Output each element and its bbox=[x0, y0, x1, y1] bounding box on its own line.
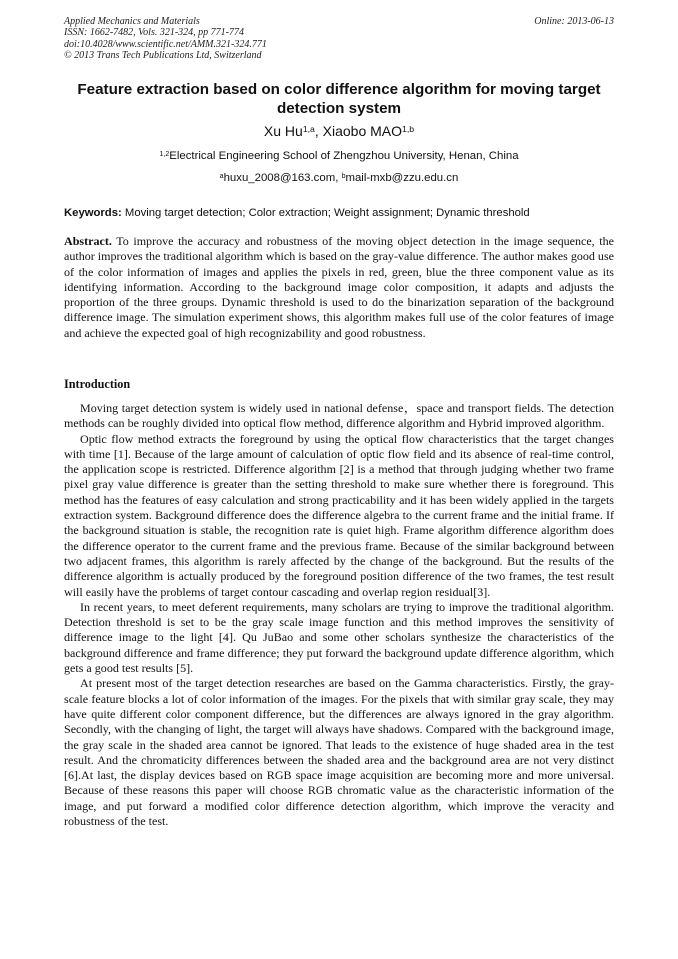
abstract-text: To improve the accuracy and robustness of the moving object detection in the image sequence, the author improves the traditional algorithm which is based on the gray-value difference. The author makes good use of the color information of images and applies the pixels in red, green, blue the three component value as its identifying information. According to the background image color composition, it adapts and adjusts the proportion of the three groups. Dynamic threshold is used to do the binarization separation of the background difference image. The simulation experiment shows, this algorithm makes full use of the color features of image and achieve the expected goal of high recognizability and good robustness. bbox=[64, 234, 614, 340]
email-a: huxu_2008@163.com bbox=[223, 172, 336, 184]
intro-paragraph-4: At present most of the target detection researches are based on the Gamma characteristics. Firstly, the gray-scale feature blocks a lot of color information of the images. For the pixels that with similar gray scale, they may have quite different color component difference, but the differences are always ignored in the gray algorithm. Secondly, with the changing of light, the target will always have shadows. Compared with the background image, the gray scale in the shaded area cannot be ignored. That leads to the existence of huge shaded area in the test result. And the chromaticity differences between the shaded area and the background area are not very distinct [6].At last, the display devices based on RGB space image acquisition are becoming more and more universal. Because of these reasons this paper will choose RGB chromatic value as the characteristic information of the image, and put forward a modified color difference detection algorithm, which improve the veracity and robustness of the test. bbox=[64, 676, 614, 829]
intro-paragraph-2: Optic flow method extracts the foreground by using the optical flow characteristics that the target changes with time [1]. Because of the large amount of calculation of optic flow field and its absence of real-time control, the application scope is restricted. Difference algorithm [2] is a method that through judging whether two frame pixel gray value difference is greater than the setting threshold to make sure whether there is foreground. This method has the features of easy calculation and strong practicability and it has been widely applied in the targets extraction system. Background difference does the difference algebra to the current frame and the initial frame. If the background situation is stable, the recognition rate is quiet high. Frame algorithm difference algorithm does the difference operator to the current frame and the previous frame. Because of the similar background between two adjacent frames, this algorithm is rarely affected by the change of the background. But the results of the difference algorithm is actually produced by the foreground position difference of the two frames, the test result will easily have the problems of target contour cascading and overlap region residual[3]. bbox=[64, 431, 614, 599]
copyright-line: © 2013 Trans Tech Publications Ltd, Switzerland bbox=[64, 49, 262, 61]
journal-name: Applied Mechanics and Materials bbox=[64, 16, 200, 27]
intro-paragraph-1: Moving target detection system is widely used in national defense，space and transport fields. The detection methods can be roughly divided into optical flow method, difference algorithm and Hybrid improved algorithm. bbox=[64, 401, 614, 431]
online-date: Online: 2013-06-13 bbox=[534, 16, 614, 27]
email-line bbox=[64, 171, 614, 185]
author-line bbox=[64, 123, 614, 140]
author-1-superscript: 1,a bbox=[302, 124, 315, 135]
email-b-superscript: b bbox=[341, 172, 346, 180]
abstract-label: Abstract. bbox=[64, 234, 112, 248]
email-separator: , bbox=[335, 172, 342, 184]
author-2-name: Xiaobo MAO bbox=[322, 123, 403, 139]
author-separator: , bbox=[314, 123, 323, 139]
introduction-body bbox=[64, 401, 614, 829]
keywords-text: Moving target detection; Color extraction; Weight assignment; Dynamic threshold bbox=[124, 207, 530, 219]
abstract-paragraph bbox=[64, 234, 614, 341]
doi-line: doi:10.4028/www.scientific.net/AMM.321-324.771 bbox=[64, 38, 267, 50]
affiliation-line bbox=[64, 149, 614, 163]
email-b: mail-mxb@zzu.edu.cn bbox=[345, 172, 459, 184]
intro-paragraph-3: In recent years, to meet deferent requirements, many scholars are trying to improve the traditional algorithm. Detection threshold is set to be the gray scale image function and this method improves the sensitivity of difference image to the light [4]. Qu JuBao and some other scholars synthesize the characteristics of the background difference and frame difference; they put forward the background update difference algorithm, which gets a good test results [5]. bbox=[64, 599, 614, 676]
affiliation-text: Electrical Engineering School of Zhengzhou University, Henan, China bbox=[169, 150, 519, 162]
email-a-superscript: a bbox=[219, 172, 224, 180]
issn-line: ISSN: 1662-7482, Vols. 321-324, pp 771-774 bbox=[64, 27, 244, 39]
author-1-name: Xu Hu bbox=[263, 123, 303, 139]
affiliation-superscript: 1,2 bbox=[159, 150, 170, 158]
journal-header bbox=[64, 16, 614, 61]
keywords-label: Keywords: bbox=[64, 207, 122, 219]
introduction-heading: Introduction bbox=[64, 377, 131, 391]
keywords-line bbox=[64, 206, 614, 220]
author-2-superscript: 1,b bbox=[402, 124, 415, 135]
paper-title: Feature extraction based on color difference algorithm for moving target detection system bbox=[77, 81, 601, 117]
